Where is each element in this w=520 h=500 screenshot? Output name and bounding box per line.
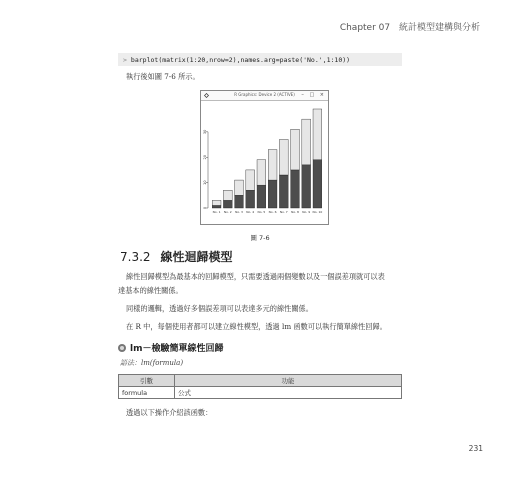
- syntax-line: 語法：lm(formula): [120, 359, 184, 367]
- bar-segment-series-1: [235, 195, 244, 208]
- bar-segment-series-2: [246, 170, 255, 190]
- figure-caption: 圖 7-6: [250, 234, 270, 242]
- bar-segment-series-2: [279, 139, 288, 175]
- page-number: 231: [468, 444, 483, 453]
- intro-text: 執行後如圖 7-6 所示。: [126, 72, 200, 81]
- paragraph-1-line-1: 線性回歸模型為最基本的回歸模型，只需要透過兩個變數以及一個誤差項就可以表: [126, 272, 385, 281]
- table-row: [119, 387, 402, 399]
- bar-segment-series-1: [268, 180, 277, 208]
- x-tick-label: No. 4: [246, 210, 255, 214]
- y-tick-label: 20: [203, 154, 208, 160]
- chapter-header: [334, 20, 480, 33]
- bar-segment-series-2: [268, 150, 277, 180]
- y-tick-label: 10: [203, 180, 208, 185]
- closing-text: 透過以下操作介紹該函數：: [126, 408, 213, 417]
- paragraph-2: 同樣的邏輯，透過好多個誤差項可以表達多元的線性關係。: [126, 304, 313, 313]
- argument-table: [118, 374, 402, 399]
- paragraph-1-line-2: 達基本的線性關係。: [118, 286, 183, 295]
- bar-segment-series-2: [235, 180, 244, 195]
- r-graphics-window: [200, 90, 329, 225]
- table-header-function: 功能: [175, 375, 402, 387]
- table-header-argument: 引數: [119, 375, 175, 387]
- bar-segment-series-1: [257, 185, 266, 208]
- y-tick-label: 0: [203, 206, 208, 210]
- bullet-circle-icon: [118, 344, 126, 352]
- window-controls[interactable]: – □ ×: [301, 92, 326, 98]
- x-tick-label: No. 3: [235, 210, 243, 214]
- bar-chart: [201, 101, 328, 224]
- section-title: 線性迴歸模型: [160, 250, 233, 264]
- y-tick-label: 30: [203, 129, 208, 135]
- x-tick-label: No. 2: [223, 210, 232, 214]
- window-title: R Graphics: Device 2 (ACTIVE): [234, 92, 295, 97]
- x-tick-label: No. 7: [279, 210, 288, 214]
- bar-segment-series-2: [257, 160, 266, 185]
- bar-segment-series-1: [291, 170, 300, 208]
- subsection-title: lm－檢驗簡單線性回歸: [130, 344, 224, 354]
- bar-segment-series-2: [313, 109, 322, 160]
- window-title-bar: [201, 91, 328, 101]
- subsection-heading: [118, 341, 223, 354]
- bar-segment-series-2: [212, 200, 221, 205]
- bar-segment-series-1: [223, 200, 232, 208]
- x-tick-label: No. 5: [257, 210, 266, 214]
- table-cell-function: 公式: [175, 387, 402, 399]
- code-command: barplot(matrix(1:20,nrow=2),names.arg=paste('No.',1:10)): [130, 56, 351, 64]
- x-tick-label: No. 10: [312, 210, 323, 214]
- bar-segment-series-1: [212, 205, 221, 208]
- bar-segment-series-1: [246, 190, 255, 208]
- section-number: 7.3.2: [120, 250, 151, 264]
- x-tick-label: No. 9: [302, 210, 311, 214]
- section-heading: [120, 248, 233, 265]
- bar-segment-series-2: [302, 119, 311, 165]
- chapter-title: 統計模型建構與分析: [398, 23, 480, 33]
- code-prompt: >: [123, 56, 127, 64]
- x-tick-label: No. 6: [268, 210, 277, 214]
- chapter-number: Chapter 07: [339, 23, 391, 33]
- table-cell-argument: formula: [119, 387, 175, 399]
- x-tick-label: No. 8: [291, 210, 299, 214]
- code-block: [118, 53, 402, 66]
- bar-segment-series-2: [223, 190, 232, 200]
- bar-segment-series-1: [279, 175, 288, 208]
- x-tick-label: No. 1: [212, 210, 221, 214]
- bar-segment-series-2: [291, 129, 300, 170]
- table-header-row: [119, 375, 402, 387]
- plot-area: [201, 101, 328, 224]
- bar-segment-series-1: [313, 160, 322, 208]
- bar-segment-series-1: [302, 165, 311, 208]
- paragraph-3: 在 R 中，每個使用者都可以建立線性模型，透過 lm 函數可以執行簡單線性回歸。: [126, 322, 387, 331]
